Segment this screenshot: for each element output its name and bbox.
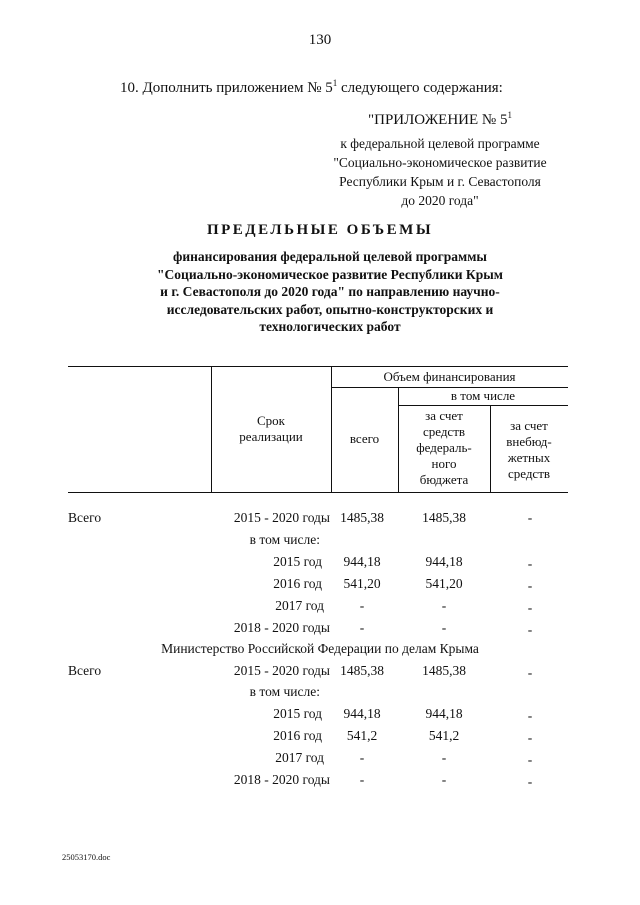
total-cell: - <box>359 750 365 765</box>
header-funding: Объем финансирования <box>383 369 516 384</box>
appendix-title-text: "ПРИЛОЖЕНИЕ № 5 <box>367 112 508 128</box>
extra-cell: - <box>527 708 533 723</box>
extra-cell: - <box>527 752 533 767</box>
document-title: ПРЕДЕЛЬНЫЕ ОБЪЕМЫ <box>206 222 434 238</box>
period-cell: 2015 - 2020 годы <box>233 663 330 678</box>
header-total: всего <box>349 431 380 446</box>
appendix-line: к федеральной целевой программе <box>340 136 540 151</box>
period-cell: 2016 год <box>273 728 322 743</box>
federal-cell: 541,20 <box>425 576 463 591</box>
appendix-title <box>300 111 580 130</box>
extra-cell: - <box>527 774 533 789</box>
including-label: в том числе: <box>249 684 320 699</box>
period-cell: 2015 год <box>273 706 322 721</box>
extra-cell: - <box>527 556 533 571</box>
header-extra-line: внебюд- <box>506 434 552 449</box>
period-cell: 2017 год <box>275 598 324 613</box>
total-cell: 944,18 <box>343 706 381 721</box>
total-cell: 1485,38 <box>340 510 384 525</box>
appendix-title-superscript: 1 <box>507 110 512 120</box>
extra-cell: - <box>527 600 533 615</box>
extra-cell: - <box>527 730 533 745</box>
document-subtitle <box>110 248 550 336</box>
total-cell: 541,2 <box>346 728 378 743</box>
page-number: 130 <box>308 32 332 48</box>
federal-cell: 944,18 <box>425 706 463 721</box>
federal-cell: - <box>441 620 447 635</box>
including-label: в том числе: <box>249 532 320 547</box>
period-cell: 2016 год <box>273 576 322 591</box>
appendix-line: Республики Крым и г. Севастополя <box>339 174 541 189</box>
appendix-line: до 2020 года" <box>401 193 479 208</box>
intro-tail: следующего содержания: <box>337 80 503 96</box>
header-bottom-border <box>68 492 568 493</box>
header-extra-line: жетных <box>507 450 551 465</box>
total-cell: 541,20 <box>343 576 381 591</box>
extra-cell: - <box>527 622 533 637</box>
period-cell: 2018 - 2020 годы <box>233 620 330 635</box>
subtitle-line: "Социально-экономическое развитие Республики Крым <box>157 266 503 282</box>
total-cell: 1485,38 <box>340 663 384 678</box>
extra-cell: - <box>527 510 533 525</box>
header-divider-v2 <box>331 366 332 493</box>
intro-text: 10. Дополнить приложением № 5 <box>120 80 333 96</box>
total-cell: - <box>359 772 365 787</box>
federal-cell: 1485,38 <box>422 510 466 525</box>
header-extra-line: средств <box>507 466 551 481</box>
appendix-line: "Социально-экономическое развитие <box>333 155 547 170</box>
header-extrabudgetary <box>490 418 568 482</box>
subtitle-line: исследовательских работ, опытно-конструкторских и <box>166 301 494 317</box>
extra-cell: - <box>527 578 533 593</box>
header-federal <box>398 408 490 488</box>
row-label: Всего <box>68 663 102 678</box>
subtitle-line: технологических работ <box>259 319 401 334</box>
header-period <box>211 413 331 445</box>
header-federal-line: ного <box>431 456 457 471</box>
federal-cell: - <box>441 772 447 787</box>
extra-cell: - <box>527 665 533 680</box>
header-period-line: реализации <box>239 429 303 444</box>
period-cell: 2017 год <box>275 750 324 765</box>
row-label: Всего <box>68 510 102 525</box>
file-name-footer: 25053170.doc <box>62 852 111 862</box>
header-extra-line: за счет <box>510 418 548 433</box>
period-cell: 2015 год <box>273 554 322 569</box>
total-cell: - <box>359 620 365 635</box>
header-top-border <box>68 366 568 367</box>
ministry-heading: Министерство Российской Федерации по делам Крыма <box>161 641 479 656</box>
header-federal-line: федераль- <box>416 440 472 455</box>
federal-cell: 1485,38 <box>422 663 466 678</box>
total-cell: 944,18 <box>343 554 381 569</box>
intro-paragraph <box>120 80 503 97</box>
federal-cell: 541,2 <box>428 728 460 743</box>
federal-cell: 944,18 <box>425 554 463 569</box>
header-period-line: Срок <box>257 413 285 428</box>
federal-cell: - <box>441 750 447 765</box>
header-divider-h2 <box>398 405 568 406</box>
intro-superscript: 1 <box>332 78 338 88</box>
header-federal-line: средств <box>422 424 466 439</box>
header-federal-line: за счет <box>425 408 463 423</box>
subtitle-line: финансирования федеральной целевой программы <box>173 249 487 264</box>
header-including: в том числе <box>450 388 516 403</box>
period-cell: 2015 - 2020 годы <box>233 510 330 525</box>
appendix-header <box>300 111 580 210</box>
total-cell: - <box>359 598 365 613</box>
period-cell: 2018 - 2020 годы <box>233 772 330 787</box>
federal-cell: - <box>441 598 447 613</box>
subtitle-line: и г. Севастополя до 2020 года" по направлению научно- <box>160 284 500 299</box>
header-federal-line: бюджета <box>419 472 469 487</box>
